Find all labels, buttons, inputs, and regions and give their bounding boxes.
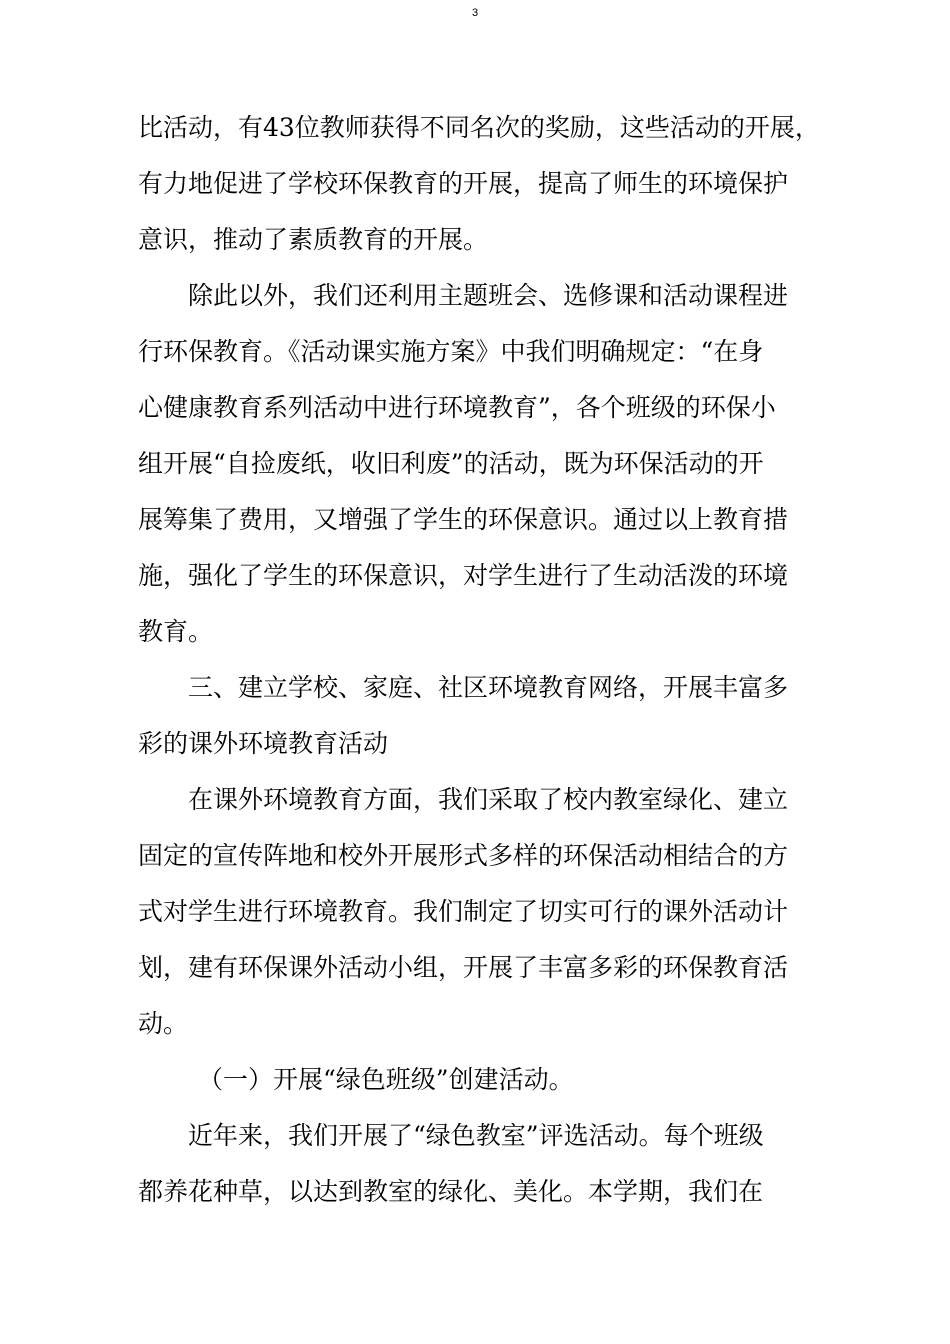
document-body	[138, 100, 838, 1220]
paragraph-line: 有力地促进了学校环保教育的开展，提高了师生的环境保护	[138, 169, 789, 198]
paragraph-line: 行环保教育。《活动课实施方案》中我们明确规定：“在身	[138, 337, 764, 366]
paragraph-line: 除此以外，我们还利用主题班会、选修课和活动课程进	[188, 281, 789, 310]
section-heading: 彩的课外环境教育活动	[138, 729, 389, 758]
paragraph-line: 式对学生进行环境教育。我们制定了切实可行的课外活动计	[138, 897, 789, 926]
paragraph-line: 都养花种草，以达到教室的绿化、美化。本学期，我们在	[138, 1177, 764, 1206]
page-number: 3	[471, 7, 479, 19]
paragraph-line: 比活动，有43位教师获得不同名次的奖励，这些活动的开展，	[138, 113, 820, 142]
paragraph-line: 在课外环境教育方面，我们采取了校内教室绿化、建立	[188, 785, 789, 814]
paragraph-line: 组开展“自捡废纸，收旧利废”的活动，既为环保活动的开	[138, 449, 764, 478]
paragraph-line: 施，强化了学生的环保意识，对学生进行了生动活泼的环境	[138, 561, 789, 590]
paragraph-line: 动。	[138, 1009, 189, 1038]
paragraph-line: 划，建有环保课外活动小组，开展了丰富多彩的环保教育活	[138, 953, 789, 982]
paragraph-line: 固定的宣传阵地和校外开展形式多样的环保活动相结合的方	[138, 841, 789, 870]
paragraph-line: 心健康教育系列活动中进行环境教育”，各个班级的环保小	[138, 393, 776, 422]
paragraph-line: 意识，推动了素质教育的开展。	[138, 225, 489, 254]
paragraph-line: 近年来，我们开展了“绿色教室”评选活动。每个班级	[188, 1121, 764, 1150]
paragraph-line: 展筹集了费用，又增强了学生的环保意识。通过以上教育措	[138, 505, 789, 534]
subsection-heading: （一）开展“绿色班级”创建活动。	[198, 1065, 574, 1094]
paragraph-line: 教育。	[138, 617, 214, 646]
section-heading: 三、建立学校、家庭、社区环境教育网络，开展丰富多	[188, 673, 789, 702]
